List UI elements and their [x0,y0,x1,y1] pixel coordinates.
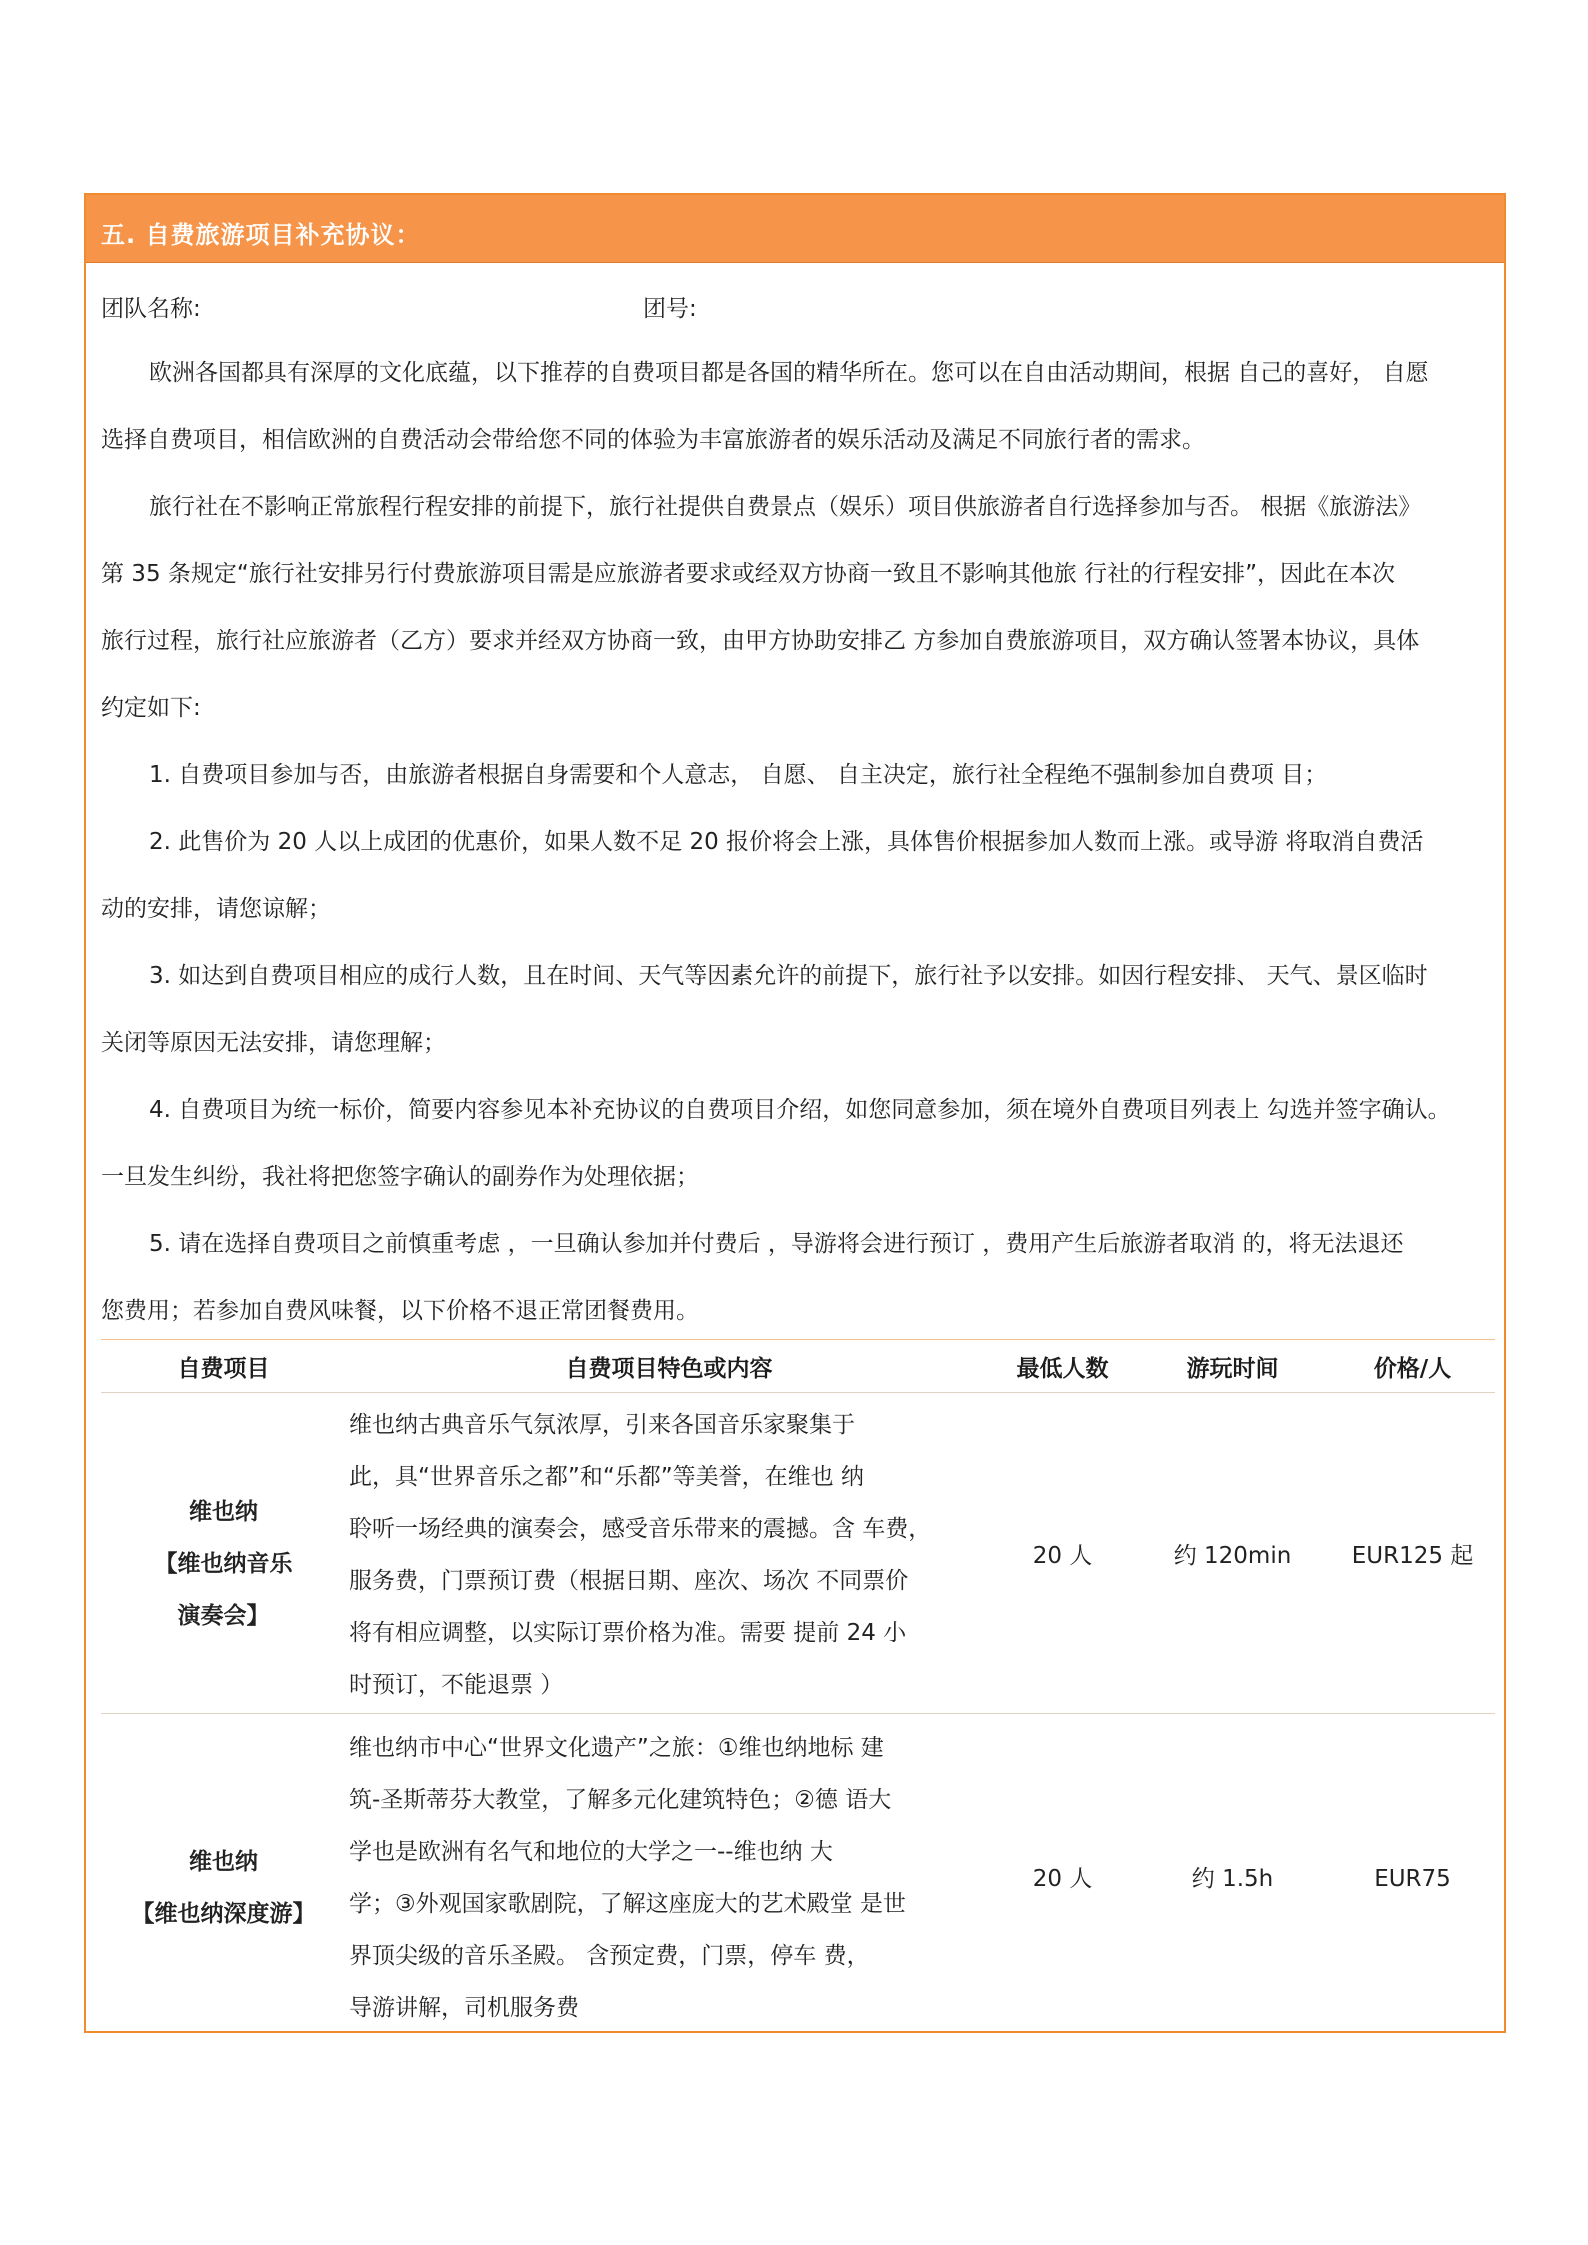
content-line: 导游讲解，司机服务费 [349,1995,579,2021]
item-content-cell [349,1399,989,1711]
table-row-rule [101,1713,1495,1714]
paragraph-line: 约定如下: [101,695,201,721]
table-header-price: 价格/人 [1373,1356,1452,1382]
paragraph-line: 欧洲各国都具有深厚的文化底蕴，以下推荐的自费项目都是各国的精华所在。您可以在自由活动期间，根据 自己的喜好， 自愿 [149,360,1429,386]
list-item-5: 5. 请在选择自费项目之前慎重考虑 ，一旦确认参加并付费后 ，导游将会进行预订 ，费用产生后旅游者取消 的，将无法退还 [149,1231,1404,1257]
table-header-item: 自费项目 [177,1356,270,1382]
paragraph-line: 旅行过程，旅行社应旅游者（乙方）要求并经双方协商一致，由甲方协助安排乙 方参加自费旅游项目，双方确认签署本协议，具体 [101,628,1420,654]
item-name-cell [101,1486,346,1642]
content-line: 时预订，不能退票 ） [349,1672,564,1698]
content-line: 将有相应调整，以实际订票价格为准。需要 提前 24 小 [349,1620,907,1646]
item-name-line: 维也纳 [189,1849,258,1875]
list-item-4: 4. 自费项目为统一标价，简要内容参见本补充协议的自费项目介绍，如您同意参加，须在境外自费项目列表上 勾选并签字确认。 [149,1097,1451,1123]
content-line: 学；③外观国家歌剧院，了解这座庞大的艺术殿堂 是世 [349,1891,906,1917]
list-item-3: 3. 如达到自费项目相应的成行人数，且在时间、天气等因素允许的前提下，旅行社予以安排。如因行程安排、 天气、景区临时 [149,963,1428,989]
min-people-value: 20 人 [1032,1543,1093,1569]
list-item-5-cont: 您费用；若参加自费风味餐，以下价格不退正常团餐费用。 [101,1298,699,1324]
item-name-line: 维也纳 [189,1499,258,1525]
team-name-label: 团队名称: [101,296,201,322]
table-header-rule [101,1392,1495,1393]
table-top-rule [101,1339,1495,1340]
list-item-1: 1. 自费项目参加与否，由旅游者根据自身需要和个人意志， 自愿、 自主决定，旅行社全程绝不强制参加自费项 目； [149,762,1328,788]
content-line: 服务费，门票预订费（根据日期、座次、场次 不同票价 [349,1568,909,1594]
item-name-line: 演奏会】 [177,1603,270,1629]
duration-value: 约 1.5h [1191,1866,1274,1892]
item-name-cell [101,1836,346,1940]
content-line: 维也纳市中心“世界文化遗产”之旅：①维也纳地标 建 [349,1735,884,1761]
item-name-line: 【维也纳深度游】 [131,1901,316,1927]
table-header-min-people: 最低人数 [1016,1356,1109,1382]
item-content-cell [349,1722,989,2034]
list-item-2-cont: 动的安排，请您谅解； [101,896,331,922]
table-header-content: 自费项目特色或内容 [565,1356,773,1382]
content-line: 学也是欧洲有名气和地位的大学之一--维也纳 大 [349,1839,833,1865]
list-item-2: 2. 此售价为 20 人以上成团的优惠价，如果人数不足 20 报价将会上涨，具体售价根据参加人数而上涨。或导游 将取消自费活 [149,829,1424,855]
item-name-line: 【维也纳音乐 [154,1551,293,1577]
section-header [86,195,1504,263]
content-line: 聆听一场经典的演奏会，感受音乐带来的震撼。含 车费， [349,1516,932,1542]
table-header-duration: 游玩时间 [1186,1356,1279,1382]
paragraph-line: 旅行社在不影响正常旅程行程安排的前提下，旅行社提供自费景点（娱乐）项目供旅游者自行选择参加与否。 根据《旅游法》 [149,494,1422,520]
paragraph-line: 第 35 条规定“旅行社安排另行付费旅游项目需是应旅游者要求或经双方协商一致且不影响其他旅 行社的行程安排”，因此在本次 [101,561,1396,587]
content-line: 此，具“世界音乐之都”和“乐都”等美誉，在维也 纳 [349,1464,864,1490]
list-item-4-cont: 一旦发生纠纷，我社将把您签字确认的副券作为处理依据； [101,1164,699,1190]
paragraph-line: 选择自费项目，相信欧洲的自费活动会带给您不同的体验为丰富旅游者的娱乐活动及满足不同旅行者的需求。 [101,427,1205,453]
content-line: 界顶尖级的音乐圣殿。 含预定费，门票，停车 费， [349,1943,870,1969]
content-line: 维也纳古典音乐气氛浓厚，引来各国音乐家聚集于 [349,1412,855,1438]
section-title: 五. 自费旅游项目补充协议： [101,221,421,249]
list-item-3-cont: 关闭等原因无法安排，请您理解； [101,1030,446,1056]
content-line: 筑-圣斯蒂芬大教堂，了解多元化建筑特色；②德 语大 [349,1787,892,1813]
price-value: EUR75 [1374,1866,1451,1892]
duration-value: 约 120min [1173,1543,1292,1569]
team-number-label: 团号: [643,296,697,322]
price-value: EUR125 起 [1351,1543,1474,1569]
min-people-value: 20 人 [1032,1866,1093,1892]
